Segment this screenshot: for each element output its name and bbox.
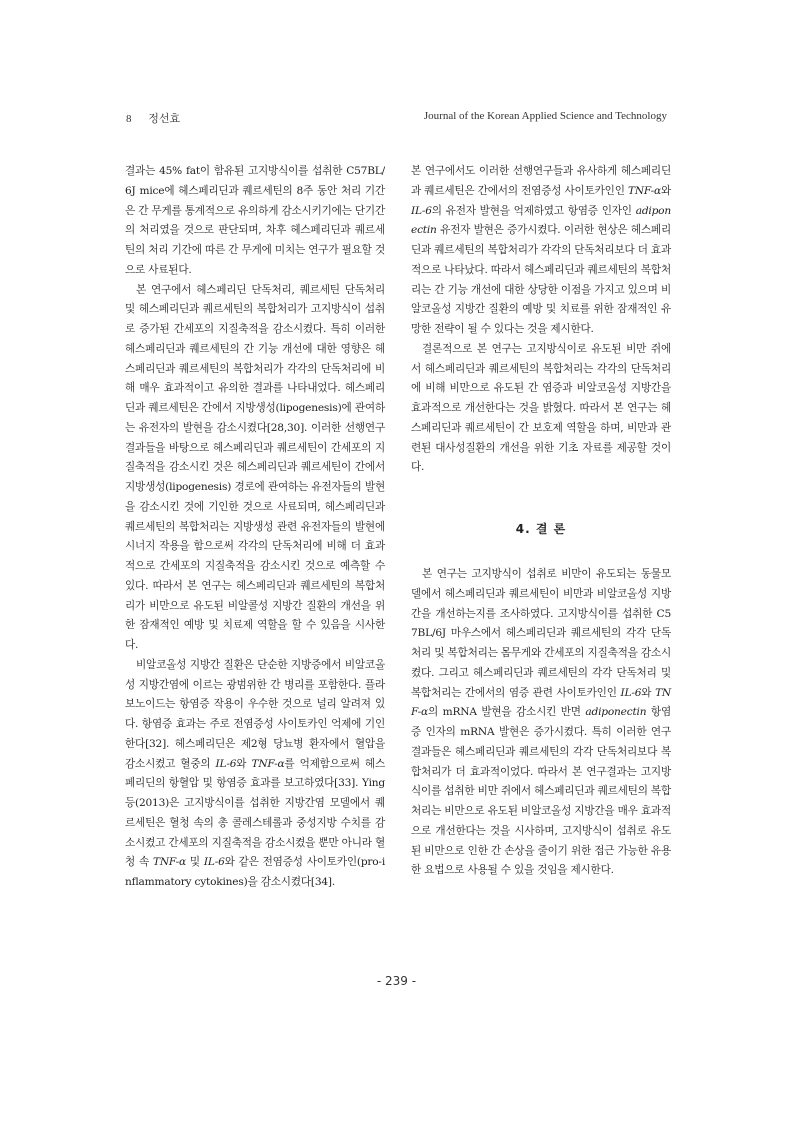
text-run: 유전자 발현은 증가시켰다. 이러한 현상은 헤스페리딘과 퀘르세틴의 복합처리가 각각의 단독처리보다 더 효과적으로 나타났다. 따라서 헤스페리딘과 퀘르세틴의 복합처리는 간 기능 개선에 대한 상당한 이점을 가지고 있으며 비알코올성 지방간 질환의 예방 및 치료를 위한 잠재적인 유망한 전략이 될 수 있다는 것을 제시한다. bbox=[411, 224, 671, 335]
section-title-conclusion: 4. 결 론 bbox=[515, 522, 567, 536]
gene-tnf-alpha: TNF-α bbox=[411, 686, 671, 719]
text-run: 비알코올성 지방간 질환은 단순한 지방증에서 비알코올성 지방간염에 이르는 광범위한 간 병리를 포함한다. 플라보노이드는 항염증 작용이 우수한 것으로 널리 알려져 있다. 항염증 효과는 주로 전염증성 사이토카인 억제에 기인한다[32]. 헤스페리딘은 제2형 당뇨병 환자에서 혈압을 감소시켰고 혈중의 bbox=[125, 658, 385, 770]
text-run: 의 유전자 발현을 억제하였고 항염증 인자인 bbox=[431, 204, 636, 217]
left-paragraph-1: 결과는 45% fat이 함유된 고지방식이를 섭취한 C57BL/6J mice에 헤스페리딘과 퀘르세틴의 8주 동안 처리 기간은 간 무게를 통계적으로 유의하게 감소시키기에는 단기간의 처리였을 것으로 판단되며, 차후 헤스페리딘과 퀘르세틴의 처리 기간에 따른 간 무게에 미치는 연구가 필요할 것으로 사료된다. bbox=[125, 165, 385, 276]
gene-tnf-alpha: TNF-α bbox=[628, 184, 661, 197]
text-run: 와 bbox=[236, 757, 252, 770]
text-run: 와 bbox=[641, 686, 656, 699]
header-page-number: 8 bbox=[126, 113, 132, 125]
text-run: 를 억제함으로써 헤스페리딘의 항혈압 및 항염증 효과를 보고하였다[33]. Ying 등(2013)은 고지방식이를 섭취한 지방간염 모델에서 퀘르세틴은 혈청 속의 총 콜레스테롤과 중성지방 수치를 감소시켰고 간세포의 지질축적을 감소시켰을 뿐만 아니라 혈청 속 bbox=[125, 757, 385, 869]
gene-il6: IL-6 bbox=[411, 204, 432, 217]
page-footer-number: - 239 - bbox=[376, 974, 417, 988]
left-paragraph-3 bbox=[125, 656, 385, 893]
right-column bbox=[411, 162, 671, 881]
left-paragraph-2: 본 연구에서 헤스페리딘 단독처리, 퀘르세틴 단독처리 및 헤스페리딘과 퀘르세틴의 복합처리가 고지방식이 섭취로 증가된 간세포의 지질축적을 감소시켰다. 특히 이러한 헤스페리딘과 퀘르세틴의 간 기능 개선에 대한 영향은 헤스페리딘과 퀘르세틴의 복합처리가 각각의 단독처리에 비해 매우 효과적이고 유의한 결과를 나타내었다. 헤스페리딘과 퀘르세틴은 간에서 지방생성(lipogenesis)에 관여하는 유전자의 발현을 감소시켰다[28,30]. 이러한 선행연구결과들을 바탕으로 헤스페리딘과 퀘르세틴이 간세포의 지질축적을 감소시킨 것은 헤스페리딘과 퀘르세틴이 간에서 지방생성(lipogenesis) 경로에 관여하는 유전자들의 발현을 감소시킨 것에 기인한 것으로 사료되며, 헤스페리딘과 퀘르세틴의 복합처리는 지방생성 관련 유전자들의 발현에 시너지 작용을 함으로써 각각의 단독처리에 비해 더 효과적으로 간세포의 지질축적을 감소시킨 것으로 예측할 수 있다. 따라서 본 연구는 헤스페리딘과 퀘르세틴의 복합처리가 비만으로 유도된 비알콜성 지방간 질환의 개선을 위한 잠재적인 예방 및 치료제 역할을 할 수 있음을 시사한다. bbox=[125, 283, 385, 651]
gene-adiponectin: adiponectin bbox=[411, 204, 671, 237]
gene-il6: IL-6 bbox=[203, 856, 225, 869]
text-run: 와 bbox=[660, 184, 671, 197]
text-run: 본 연구에서도 이러한 선행연구들과 유사하게 헤스페리딘과 퀘르세틴은 간에서의 전염증성 사이토카인인 bbox=[411, 165, 671, 197]
running-header bbox=[126, 110, 667, 126]
right-paragraph-2: 결론적으로 본 연구는 고지방식이로 유도된 비만 쥐에서 헤스페리딘과 퀘르세틴의 복합처리는 각각의 단독처리에 비해 비만으로 유도된 간 염증과 비알코올성 지방간을 효과적으로 개선한다는 것을 밝혔다. 따라서 본 연구는 헤스페리딘과 퀘르세틴이 간 보호제 역할을 하며, 비만과 관련된 대사성질환의 개선을 위한 기초 자료를 제공할 것이다. bbox=[411, 342, 671, 474]
text-run: 항염증 인자의 mRNA 발현은 증가시켰다. 특히 이러한 연구결과들은 헤스페리딘과 퀘르세틴의 각각 단독처리보다 복합처리가 더 효과적이었다. 따라서 본 연구결과는 고지방식이를 섭취한 비만 쥐에서 헤스페리딘과 퀘르세틴의 복합처리는 비만으로 유도된 비알코올성 지방간을 매우 효과적으로 개선한다는 것을 시사하며, 고지방식이 섭취로 유도된 비만으로 인한 간 손상을 줄이기 위한 접근 가능한 유용한 요법으로 사용될 수 있을 것임을 제시한다. bbox=[411, 706, 671, 877]
gene-adiponectin: adiponectin bbox=[585, 706, 647, 719]
text-run: 및 bbox=[185, 856, 204, 869]
text-run: 의 mRNA 발현을 감소시킨 반면 bbox=[428, 706, 586, 719]
header-journal-title: Journal of the Korean Applied Science and Technology bbox=[423, 110, 667, 122]
right-paragraph-1 bbox=[411, 162, 671, 340]
gene-tnf-alpha: TNF-α bbox=[152, 856, 186, 869]
gene-il6: IL-6 bbox=[620, 686, 642, 699]
text-run: 와 같은 전염증성 사이토카인(pro-inflammatory cytokines)을 감소시켰다[34]. bbox=[125, 856, 386, 888]
right-paragraph-3 bbox=[411, 565, 671, 881]
gene-il6: IL-6 bbox=[215, 757, 237, 770]
left-column bbox=[125, 162, 385, 893]
text-run: 본 연구는 고지방식이 섭취로 비만이 유도되는 동물모델에서 헤스페리딘과 퀘르세틴이 비만과 비알코올성 지방간을 개선하는지를 조사하였다. 고지방식이를 섭취한 C57BL/6J 마우스에서 헤스페리딘과 퀘르세틴의 각각 단독처리 및 복합처리는 몸무게와 간세포의 지질축적을 감소시켰다. 그리고 헤스페리딘과 퀘르세틴의 각각 단독처리 및 복합처리는 간에서의 염증 관련 사이토카인인 bbox=[411, 568, 671, 699]
header-author: 정선효 bbox=[148, 113, 181, 125]
gene-tnf-alpha: TNF-α bbox=[251, 757, 285, 770]
header-left bbox=[126, 110, 194, 126]
